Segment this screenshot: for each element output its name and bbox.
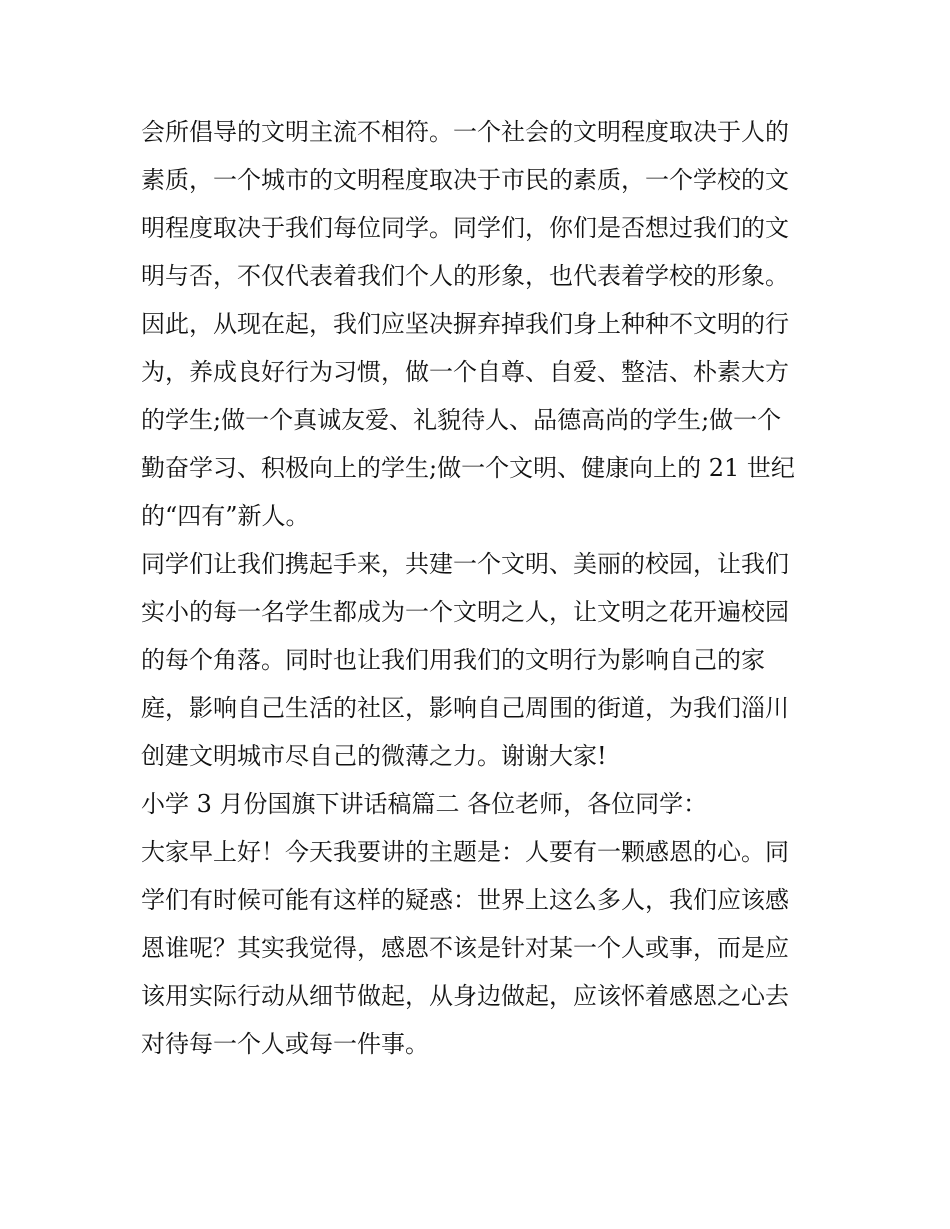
text-line: 勤奋学习、积极向上的学生;做一个文明、健康向上的 21 世纪 [141,454,795,482]
text-line: 创建文明城市尽自己的微薄之力。谢谢大家! [141,742,607,770]
text-line: 因此，从现在起，我们应坚决摒弃掉我们身上种种不文明的行 [141,310,789,338]
text-line: 的学生;做一个真诚友爱、礼貌待人、品德高尚的学生;做一个 [141,406,782,434]
text-line: 素质，一个城市的文明程度取决于市民的素质，一个学校的文 [141,166,789,194]
text-line: 实小的每一名学生都成为一个文明之人，让文明之花开遍校园 [141,598,789,626]
document-body [141,108,821,1068]
text-line: 大家早上好！今天我要讲的主题是：人要有一颗感恩的心。同 [141,838,789,866]
text-line: 对待每一个人或每一件事。 [141,1030,429,1058]
text-line: 的每个角落。同时也让我们用我们的文明行为影响自己的家 [141,646,765,674]
text-line: 明与否，不仅代表着我们个人的形象，也代表着学校的形象。 [141,262,789,290]
text-line: 恩谁呢？其实我觉得，感恩不该是针对某一个人或事，而是应 [141,934,789,962]
text-line: 该用实际行动从细节做起，从身边做起，应该怀着感恩之心去 [141,982,789,1010]
text-line: 明程度取决于我们每位同学。同学们，你们是否想过我们的文 [141,214,789,242]
text-line: 为，养成良好行为习惯，做一个自尊、自爱、整洁、朴素大方 [141,358,789,386]
text-line: 同学们让我们携起手来，共建一个文明、美丽的校园，让我们 [141,550,789,578]
section-heading-line: 小学 3 月份国旗下讲话稿篇二 各位老师，各位同学： [141,790,708,818]
text-line: 的“四有”新人。 [141,502,310,530]
text-line: 学们有时候可能有这样的疑惑：世界上这么多人，我们应该感 [141,886,789,914]
text-line: 会所倡导的文明主流不相符。一个社会的文明程度取决于人的 [141,118,789,146]
text-line: 庭，影响自己生活的社区，影响自己周围的街道，为我们淄川 [141,694,789,722]
